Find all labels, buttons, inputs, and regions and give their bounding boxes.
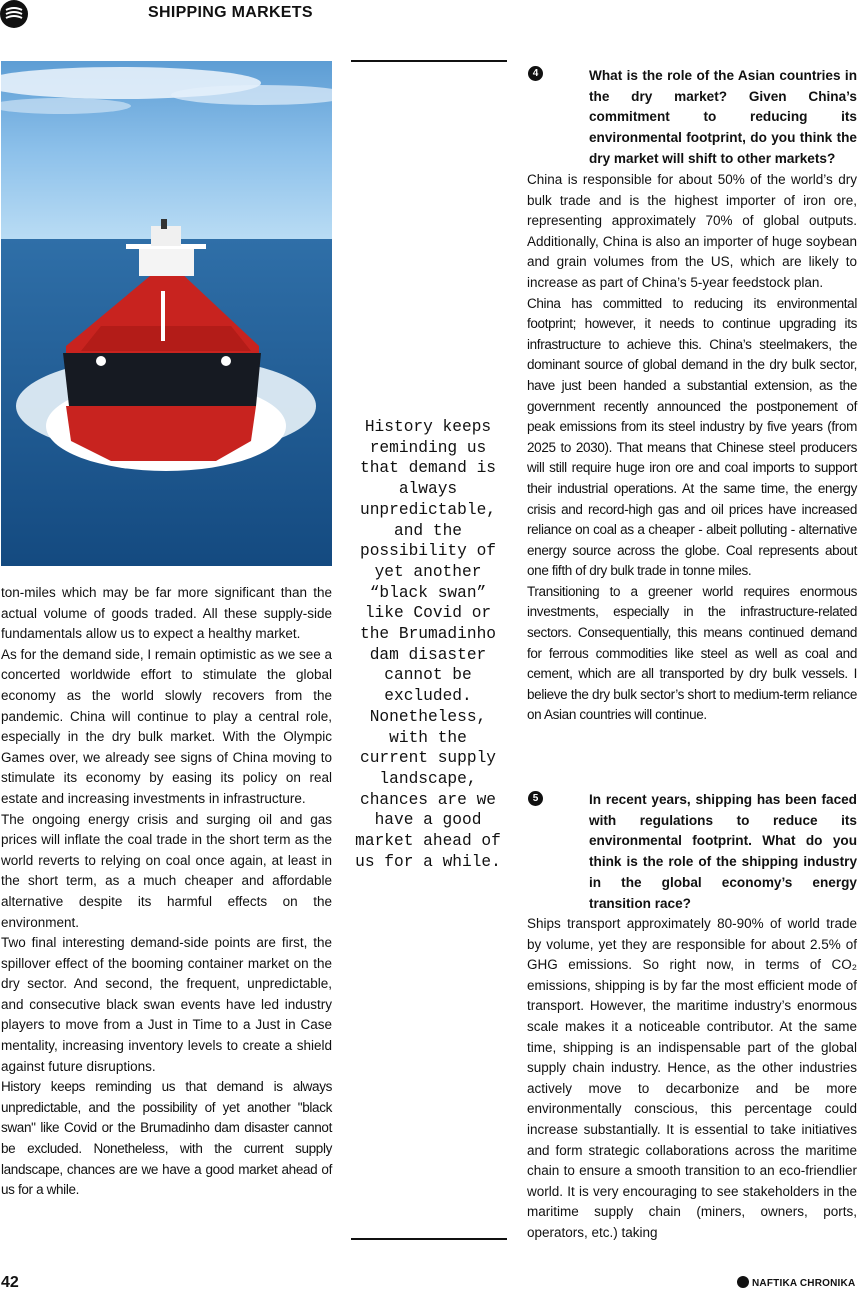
paragraph: As for the demand side, I remain optimistic as we see a concerted worldwide effort to stimulate the global economy as the world slowly recovers from the pandemic. China will continue to play a central role, especially in the dry bulk market. With the Olympic Games over, we already see signs of China moving to stimulate its economy by easing its policy on real estate and increasing investments in infrastructure.: [1, 646, 332, 806]
answer-5-text: [527, 914, 857, 1244]
section-title: SHIPPING MARKETS: [148, 4, 313, 21]
paragraph: Two final interesting demand-side points are first, the spillover effect of the booming container market on the dry sector. And second, the frequent, unpredictable, and consecutive black swan events have led industry players to move from a Just in Time to a Just in Case mentality, increasing inventory levels to create a shield against future disruptions.: [1, 935, 332, 1074]
question-number-badge: 5: [528, 791, 543, 806]
ship-photo: [1, 61, 332, 566]
brand-name: NAFTIKA CHRONIKA: [752, 1278, 856, 1289]
footer-brand: [737, 1276, 855, 1289]
publication-logo-icon: [0, 0, 28, 28]
ship-illustration: [1, 61, 332, 566]
pull-quote: History keeps reminding us that demand is always unpredictable, and the possibility of yet another “black swan” like Covid or the Brumadinho dam disaster cannot be excluded. Nonetheless, with the current supply landscape, chances are we have a good market ahead of us for a while.: [355, 418, 501, 871]
answer-4-text: [527, 170, 857, 726]
page-number: 42: [1, 1274, 19, 1291]
question-number-badge: 4: [528, 66, 543, 81]
paragraph: Ships transport approximately 80-90% of world trade by volume, yet they are responsible for about 2.5% of GHG emissions. So right now, in terms of CO₂ emissions, shipping is by far the most efficient mode of transport. However, the maritime industry’s enormous scale makes it a noticeable contributor. At the same time, shipping is an indispensable part of the global supply chain industry. Hence, as the other industries actively move to decarbonize and be more environmentally conscious, this percentage could increase substantially. It is essential to take initiatives and form strategic collaborations across the maritime chain to ensure a smooth transition to an eco-friendlier world. It is very encouraging to see stakeholders in the maritime supply chain (miners, owners, ports, operators, etc.) taking: [527, 916, 857, 1240]
paragraph: Transitioning to a greener world requires enormous investments, especially in the infrastructure-related sectors. Consequentially, this means continued demand for ferrous commodities like steel as well as coal and cement, which are all transported by dry bulk vessels. I believe the dry bulk sector’s short to medium-term reliance on Asian countries will continue.: [527, 583, 857, 723]
paragraph: China has committed to reducing its environmental footprint; however, it needs to continue upgrading its infrastructure to achieve this. China’s steelmakers, the dominant source of global demand in the dry bulk sector, have just been handed a substantial extension, as the government recently announced the postponement of peak emissions from its steel industry by five years (from 2025 to 2030). That means that Chinese steel producers will still require huge iron ore and coal imports to support their industrial operations. At the same time, the energy crisis and record-high gas and oil prices have increased reliance on coal as a cheaper - albeit polluting - alternative energy source across the globe. Coal represents about one fifth of dry bulk trade in tonne miles.: [527, 295, 857, 579]
question-heading: What is the role of the Asian countries in the dry market? Given China’s commitment to reducing its environmental footprint, do you think the dry market will shift to other markets?: [589, 68, 857, 166]
paragraph: ton-miles which may be far more significant than the actual volume of goods traded. All these supply-side fundamentals allow us to expect a healthy market.: [1, 585, 332, 642]
pull-quote-bottom-rule: [351, 1238, 507, 1240]
question-heading: In recent years, shipping has been faced with regulations to reduce its environmental footprint. What do you think is the role of the shipping industry in the global economy’s energy transition race?: [589, 792, 857, 911]
paragraph: China is responsible for about 50% of the world’s dry bulk trade and is the highest importer of iron ore, representing approximately 70% of global outputs. Additionally, China is also an importer of huge soybean and grain volumes from the US, which are likely to increase as part of China’s 5-year feedstock plan.: [527, 172, 857, 290]
brand-logo-icon: [737, 1276, 749, 1288]
left-column-text: [1, 583, 332, 1201]
paragraph: History keeps reminding us that demand is always unpredictable, and the possibility of yet another "black swan" like Covid or the Brumadinho dam disaster cannot be excluded. Nonetheless, with the current supply landscape, chances are we have a good market ahead of us for a while.: [1, 1079, 332, 1198]
pull-quote-top-rule: [351, 60, 507, 62]
paragraph: The ongoing energy crisis and surging oil and gas prices will inflate the coal trade in the short term as the world reverts to relying on coal once again, at least in the short term, as a much cheaper and affordable alternative despite its harmful effects on the environment.: [1, 811, 332, 930]
